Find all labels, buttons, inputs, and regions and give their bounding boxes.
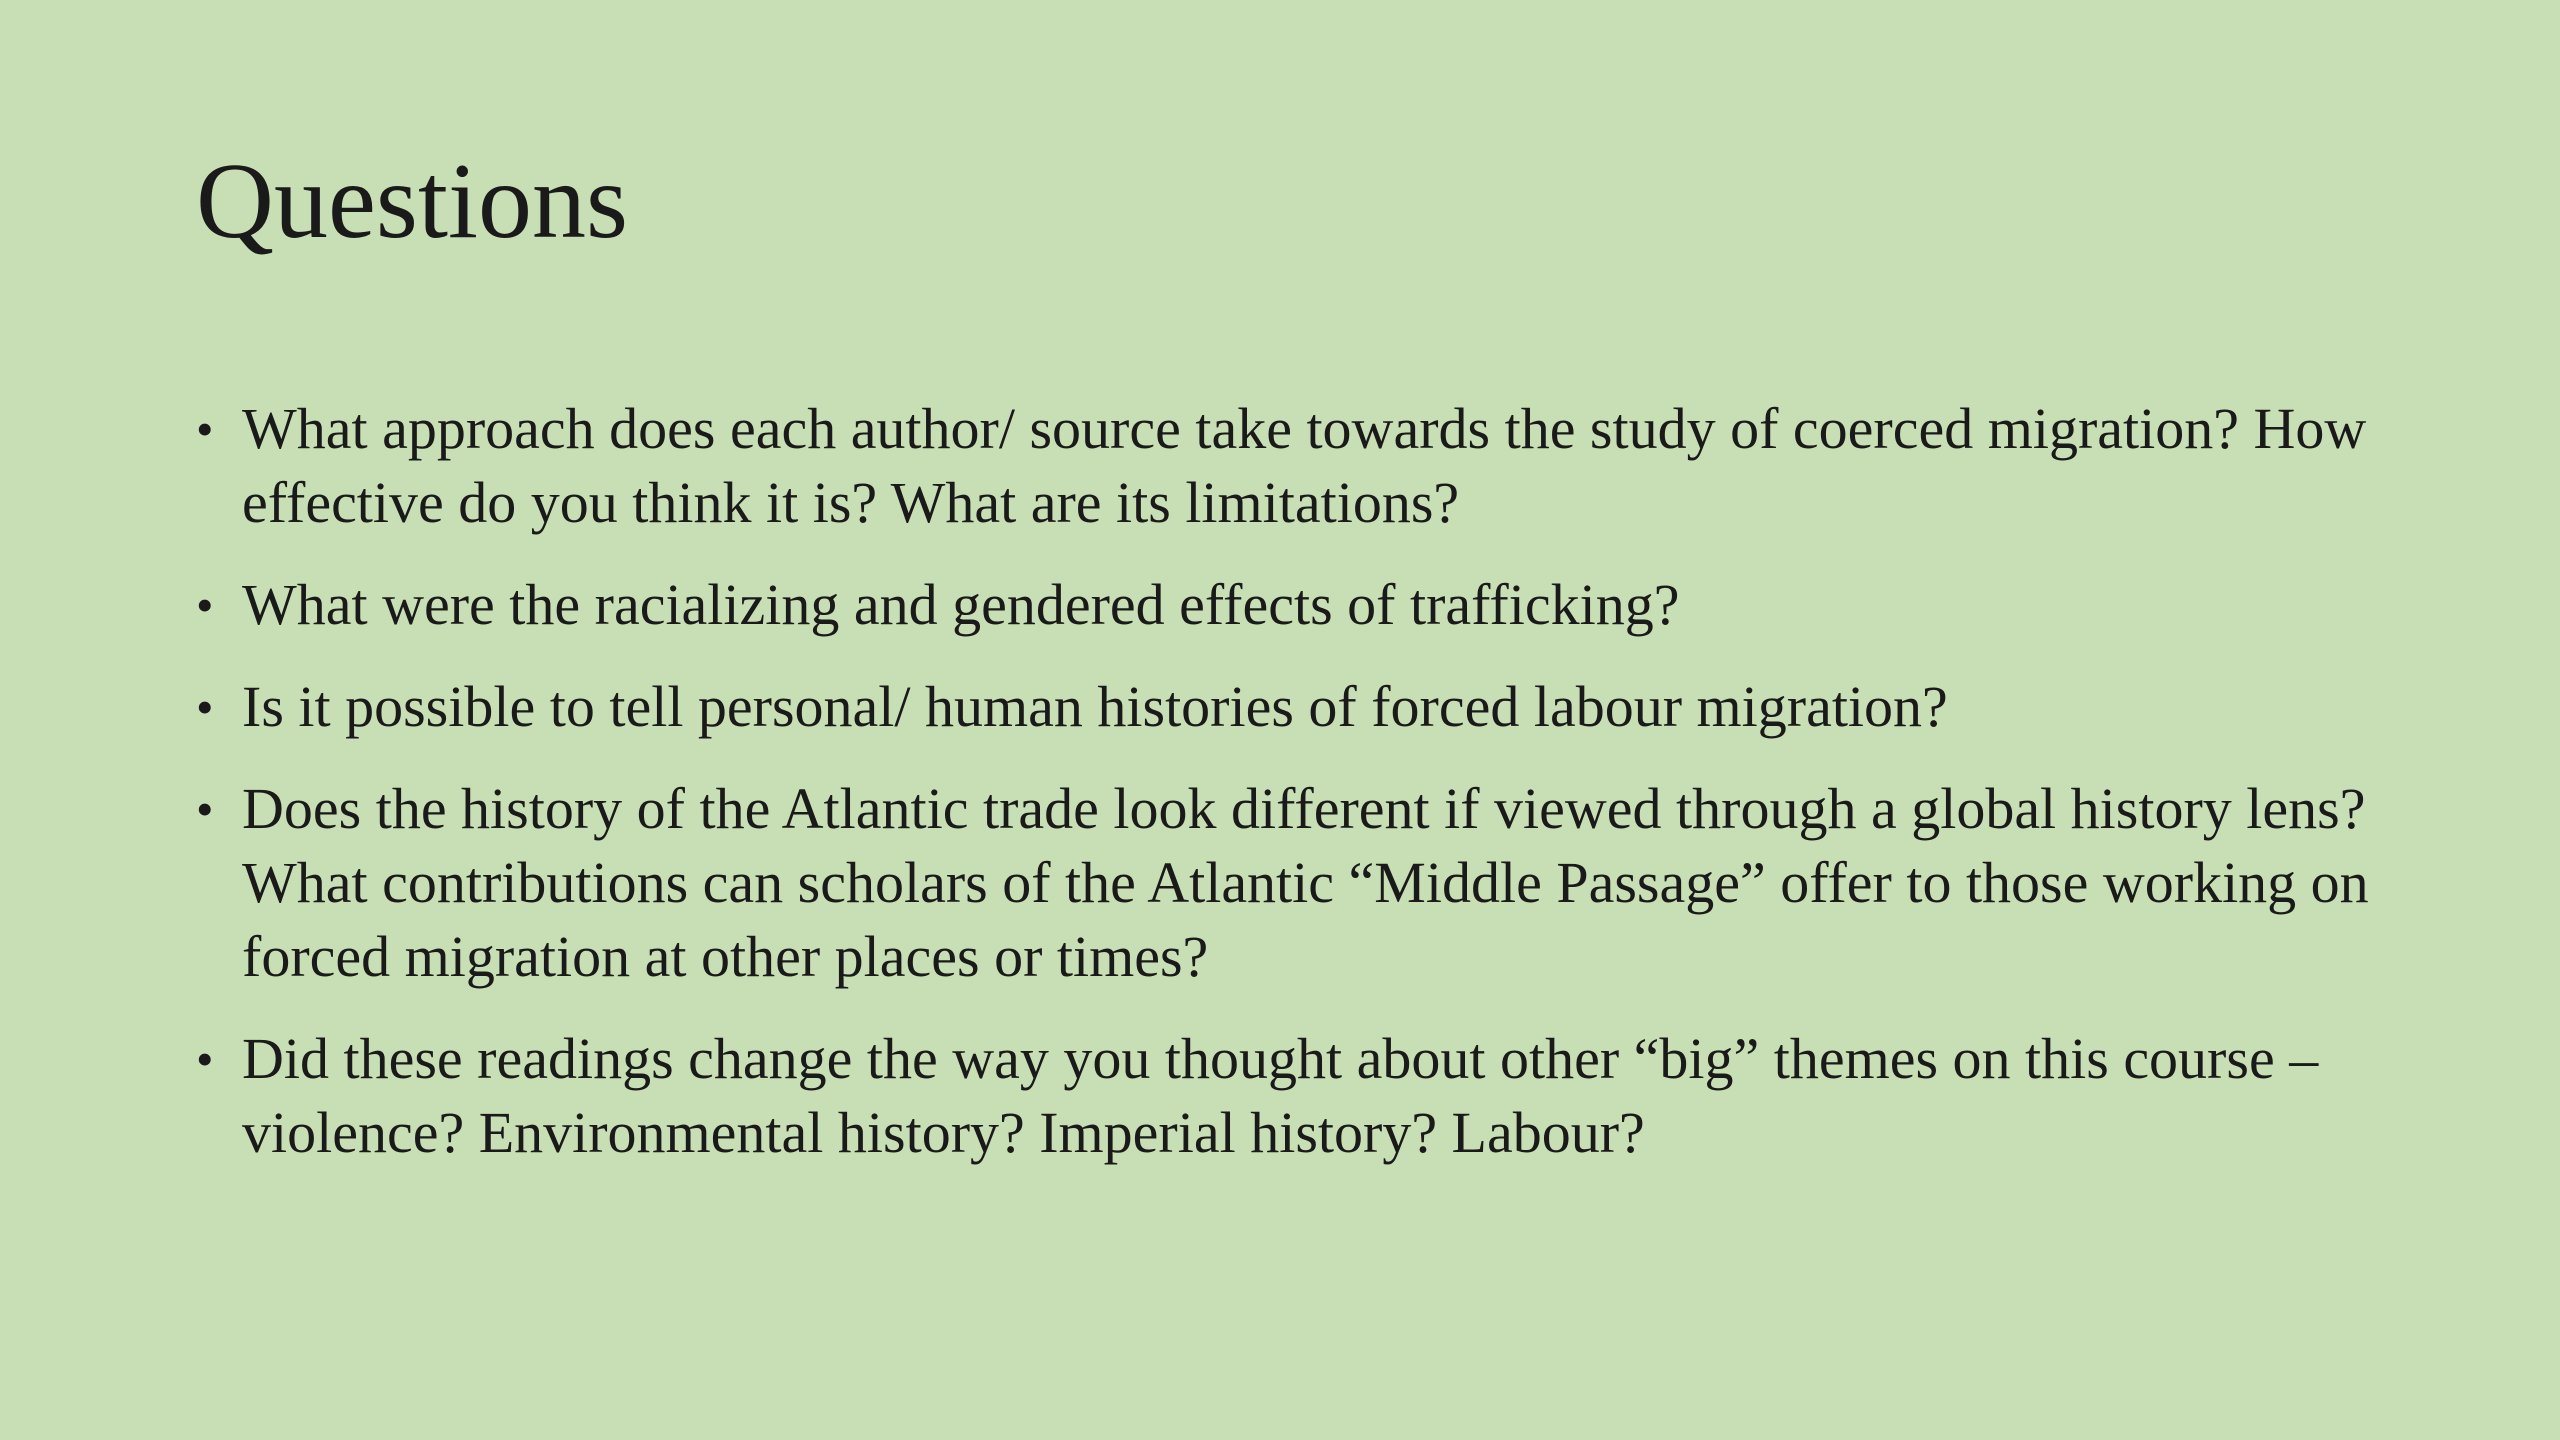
slide-title: Questions <box>196 142 628 261</box>
bullet-item <box>196 392 2396 540</box>
bullet-text: Did these readings change the way you thought about other “big” themes on this course – violence? Environmental history? Imperial history? Labour? <box>242 1026 2319 1165</box>
bullet-icon: • <box>196 781 214 837</box>
bullet-icon: • <box>196 401 214 457</box>
bullet-icon: • <box>196 679 214 735</box>
bullet-icon: • <box>196 1031 214 1087</box>
bullet-list <box>196 392 2396 1198</box>
bullet-text: Does the history of the Atlantic trade look different if viewed through a global history lens? What contributions can scholars of the Atlantic “Middle Passage” offer to those working on forced migration at other places or times? <box>242 776 2369 989</box>
bullet-text: Is it possible to tell personal/ human histories of forced labour migration? <box>242 674 1948 739</box>
bullet-item <box>196 670 2396 744</box>
bullet-item <box>196 568 2396 642</box>
bullet-text: What were the racializing and gendered effects of trafficking? <box>242 572 1680 637</box>
bullet-item <box>196 772 2396 994</box>
bullet-item <box>196 1022 2396 1170</box>
bullet-icon: • <box>196 577 214 633</box>
bullet-text: What approach does each author/ source take towards the study of coerced migration? How effective do you think it is? What are its limitations? <box>242 396 2367 535</box>
